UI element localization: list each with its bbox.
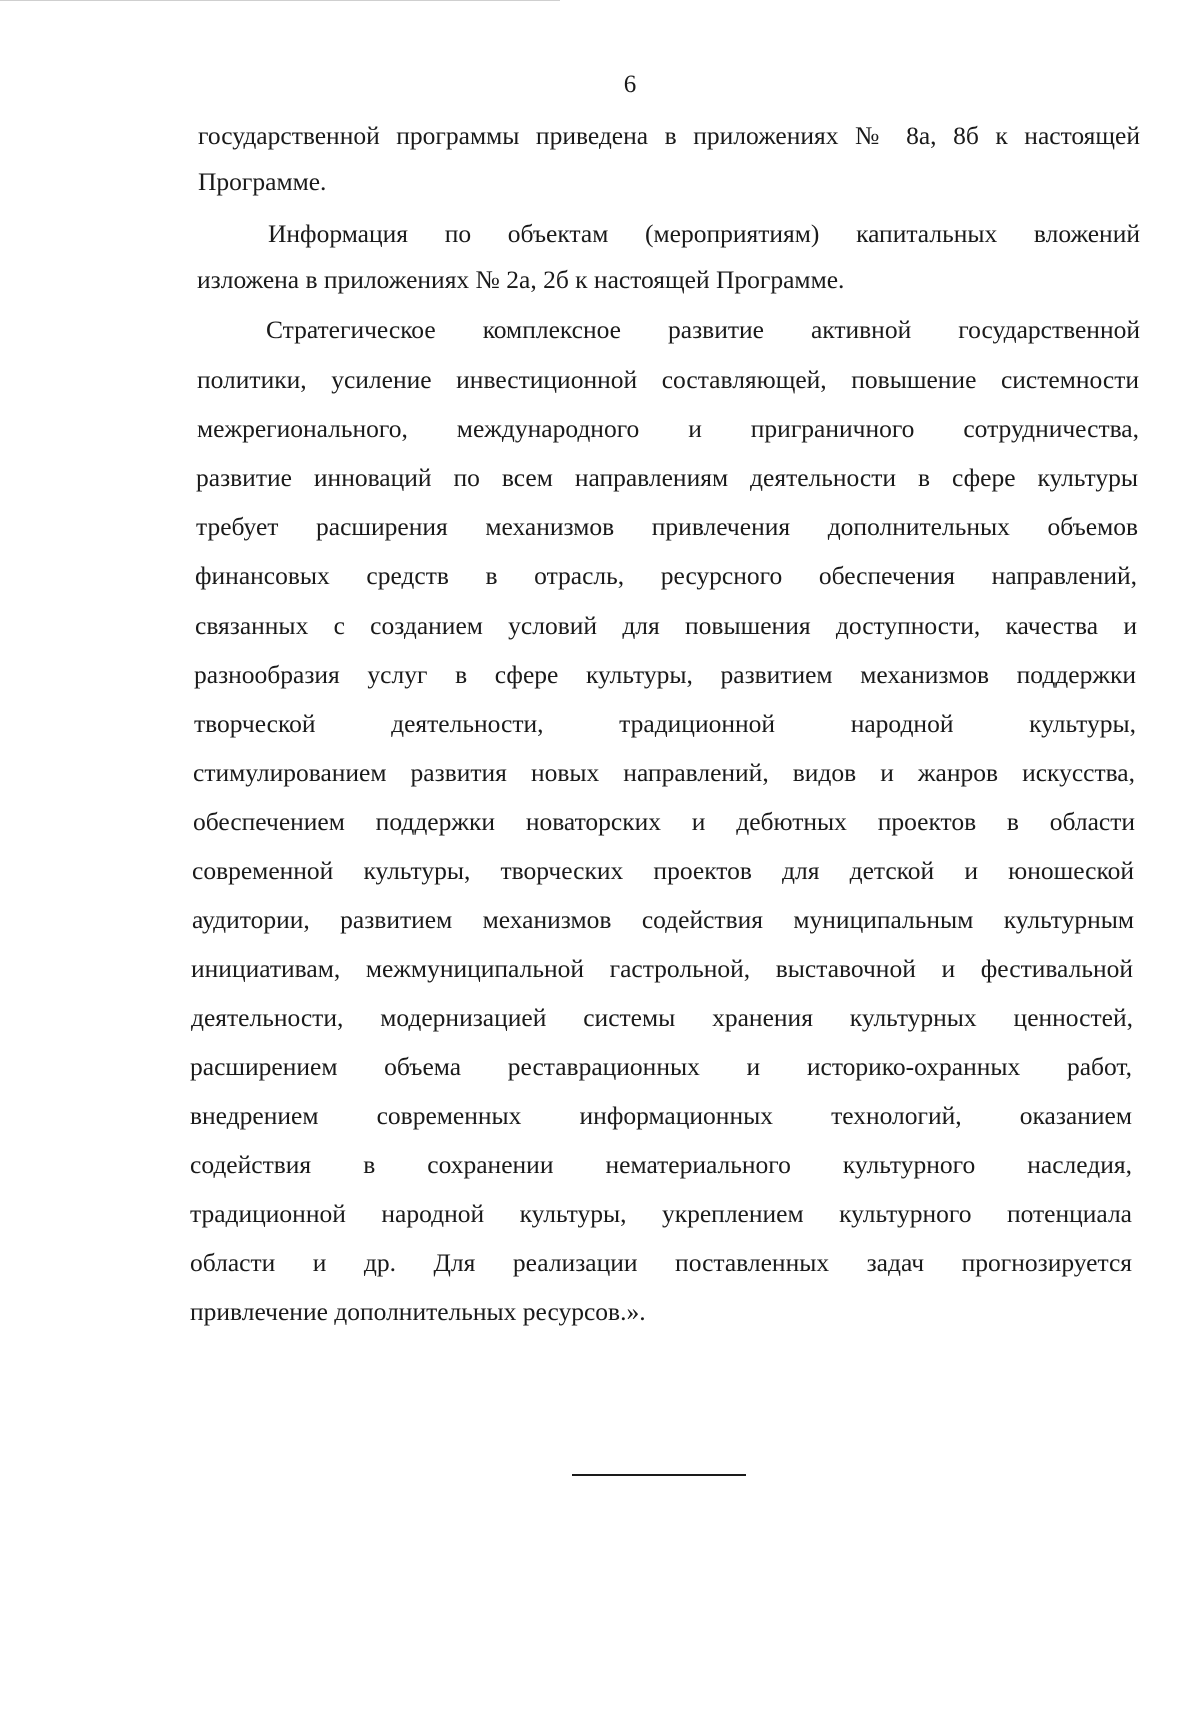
paragraph-1-line-2: Программе.: [198, 167, 327, 196]
paragraph-3-line-11: обеспечением поддержки новаторских и дебютных проектов в области: [193, 807, 1135, 836]
paragraph-3-line-12: современной культуры, творческих проектов для детской и юношеской: [192, 856, 1134, 885]
paragraph-3-line-17: внедрением современных информационных технологий, оказанием: [190, 1101, 1132, 1130]
paragraph-3-line-8: разнообразия услуг в сфере культуры, развитием механизмов поддержки: [194, 660, 1136, 689]
paragraph-3-line-18: содействия в сохранении нематериального культурного наследия,: [190, 1150, 1132, 1179]
paragraph-3-line-3: межрегионального, международного и приграничного сотрудничества,: [197, 414, 1139, 443]
paragraph-3-line-5: требует расширения механизмов привлечения дополнительных объемов: [196, 512, 1138, 541]
closing-rule: [572, 1474, 746, 1476]
paragraph-3-line-1: Стратегическое комплексное развитие активной государственной: [266, 315, 1140, 344]
paragraph-3-line-6: финансовых средств в отрасль, ресурсного обеспечения направлений,: [195, 561, 1137, 590]
paragraph-3-line-13: аудитории, развитием механизмов содействия муниципальным культурным: [192, 905, 1134, 934]
paragraph-3-line-15: деятельности, модернизацией системы хранения культурных ценностей,: [191, 1003, 1133, 1032]
scan-edge-line: [0, 0, 560, 1]
paragraph-1-line-1: государственной программы приведена в приложениях № 8а, 8б к настоящей: [198, 121, 1140, 150]
paragraph-3-line-4: развитие инноваций по всем направлениям деятельности в сфере культуры: [196, 463, 1138, 492]
paragraph-2-line-2: изложена в приложениях № 2а, 2б к настоящей Программе.: [197, 265, 845, 294]
paragraph-3-line-14: инициативам, межмуниципальной гастрольной, выставочной и фестивальной: [191, 954, 1133, 983]
paragraph-2-line-1: Информация по объектам (мероприятиям) капитальных вложений: [268, 219, 1140, 248]
paragraph-3-line-2: политики, усиление инвестиционной составляющей, повышение системности: [197, 365, 1139, 394]
paragraph-3-line-10: стимулированием развития новых направлений, видов и жанров искусства,: [193, 758, 1135, 787]
paragraph-3-line-9: творческой деятельности, традиционной народной культуры,: [194, 709, 1136, 738]
paragraph-3-line-20: области и др. Для реализации поставленных задач прогнозируется: [190, 1248, 1132, 1277]
paragraph-3-line-21: привлечение дополнительных ресурсов.».: [190, 1297, 646, 1326]
paragraph-3-line-16: расширением объема реставрационных и историко-охранных работ,: [190, 1052, 1132, 1081]
page-number: 6: [623, 71, 637, 98]
paragraph-3-line-19: традиционной народной культуры, укреплением культурного потенциала: [190, 1199, 1132, 1228]
paragraph-3-line-7: связанных с созданием условий для повышения доступности, качества и: [195, 611, 1137, 640]
